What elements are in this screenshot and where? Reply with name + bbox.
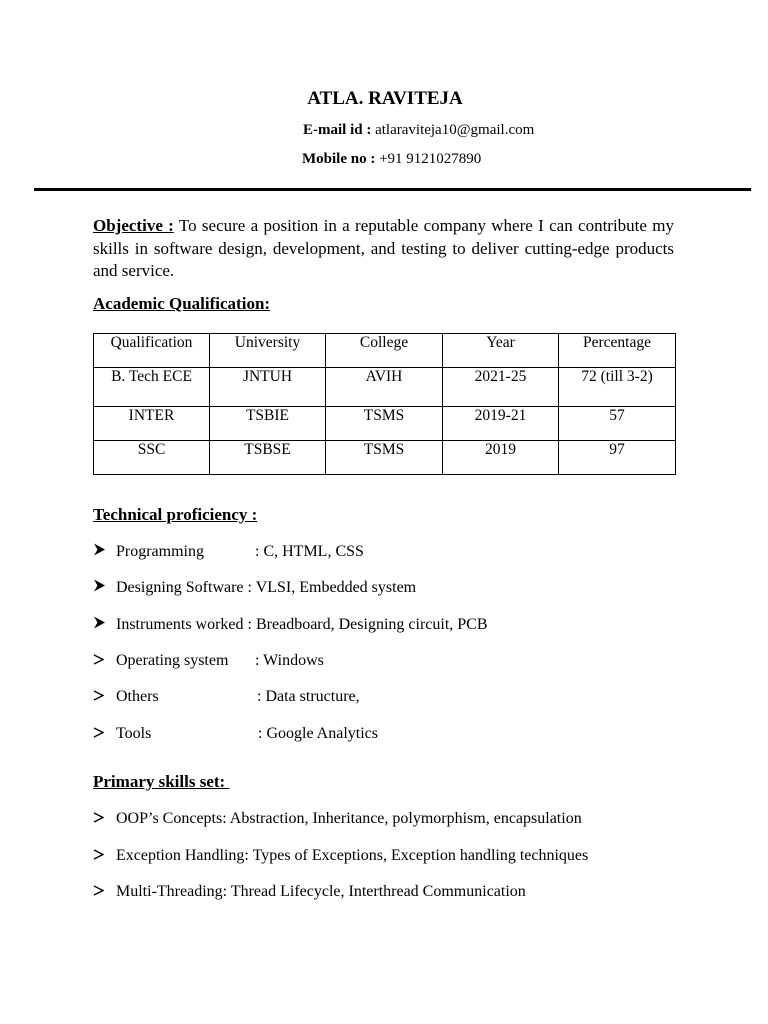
primary-skills-heading: Primary skills set: bbox=[93, 772, 230, 791]
table-header-cell: College bbox=[326, 334, 443, 368]
table-cell: B. Tech ECE bbox=[94, 368, 210, 407]
arrow-bullet-icon bbox=[93, 849, 116, 860]
skill-label: Others bbox=[116, 688, 159, 705]
list-item bbox=[93, 579, 416, 597]
table-cell: 2021-25 bbox=[443, 368, 559, 407]
candidate-name: ATLA. RAVITEJA bbox=[307, 88, 463, 109]
mobile-line bbox=[302, 151, 481, 168]
table-header-cell: University bbox=[210, 334, 326, 368]
table-header-row bbox=[94, 334, 676, 368]
skill-label: Operating system bbox=[116, 652, 229, 669]
table-cell: 57 bbox=[559, 407, 676, 441]
arrow-bullet-icon bbox=[93, 690, 116, 701]
table-cell: TSMS bbox=[326, 407, 443, 441]
table-cell: JNTUH bbox=[210, 368, 326, 407]
list-item bbox=[93, 883, 526, 901]
list-item bbox=[93, 543, 364, 561]
email-label: E-mail id : bbox=[303, 122, 372, 138]
table-cell: TSMS bbox=[326, 441, 443, 475]
table-cell: SSC bbox=[94, 441, 210, 475]
qualification-table bbox=[93, 333, 676, 475]
table-cell: 2019-21 bbox=[443, 407, 559, 441]
table-header-cell: Qualification bbox=[94, 334, 210, 368]
skill-value: VLSI, Embedded system bbox=[251, 579, 417, 596]
arrow-bullet-icon bbox=[93, 616, 116, 629]
list-item bbox=[93, 810, 582, 828]
table-cell: TSBIE bbox=[210, 407, 326, 441]
arrow-bullet-icon bbox=[93, 885, 116, 896]
objective-label: Objective : bbox=[93, 216, 174, 235]
arrow-bullet-icon bbox=[93, 579, 116, 592]
skill-label: Designing Software : bbox=[116, 579, 252, 596]
arrow-bullet-icon bbox=[93, 812, 116, 823]
skill-label: Tools bbox=[116, 725, 152, 742]
email-value: atlaraviteja10@gmail.com bbox=[375, 122, 535, 138]
academic-heading: Academic Qualification: bbox=[93, 294, 271, 313]
list-item bbox=[93, 725, 378, 743]
list-item bbox=[93, 847, 588, 865]
table-cell: 97 bbox=[559, 441, 676, 475]
technical-heading: Technical proficiency : bbox=[93, 505, 258, 524]
skill-label: Instruments worked : bbox=[116, 616, 252, 633]
skill-value: : Google Analytics bbox=[258, 725, 378, 742]
table-cell: INTER bbox=[94, 407, 210, 441]
skill-value: : Windows bbox=[255, 652, 324, 669]
objective-paragraph bbox=[93, 215, 674, 283]
skill-value: Breadboard, Designing circuit, PCB bbox=[255, 616, 488, 633]
arrow-bullet-icon bbox=[93, 727, 116, 738]
header-divider bbox=[34, 188, 751, 191]
table-row bbox=[94, 407, 676, 441]
arrow-bullet-icon bbox=[93, 654, 116, 665]
table-header-cell: Percentage bbox=[559, 334, 676, 368]
list-item bbox=[93, 652, 324, 670]
list-item bbox=[93, 616, 488, 634]
skill-value: : C, HTML, CSS bbox=[255, 543, 364, 560]
skill-value: : Data structure, bbox=[257, 688, 360, 705]
table-cell: 2019 bbox=[443, 441, 559, 475]
primary-skill-text: OOP’s Concepts: Abstraction, Inheritance, polymorphism, encapsulation bbox=[116, 810, 582, 827]
list-item bbox=[93, 688, 360, 706]
email-line bbox=[303, 122, 534, 139]
objective-text: To secure a position in a reputable company where I can contribute my skills in software design, development, and testing to deliver cutting-edge products and service. bbox=[93, 216, 674, 280]
mobile-value: +91 9121027890 bbox=[379, 151, 482, 167]
table-row bbox=[94, 368, 676, 407]
table-header-cell: Year bbox=[443, 334, 559, 368]
table-cell: 72 (till 3-2) bbox=[559, 368, 676, 407]
primary-skill-text: Multi-Threading: Thread Lifecycle, Interthread Communication bbox=[116, 883, 526, 900]
mobile-label: Mobile no : bbox=[302, 151, 376, 167]
table-row bbox=[94, 441, 676, 475]
primary-skill-text: Exception Handling: Types of Exceptions, Exception handling techniques bbox=[116, 847, 589, 864]
table-cell: AVIH bbox=[326, 368, 443, 407]
arrow-bullet-icon bbox=[93, 543, 116, 556]
table-cell: TSBSE bbox=[210, 441, 326, 475]
skill-label: Programming bbox=[116, 543, 204, 560]
